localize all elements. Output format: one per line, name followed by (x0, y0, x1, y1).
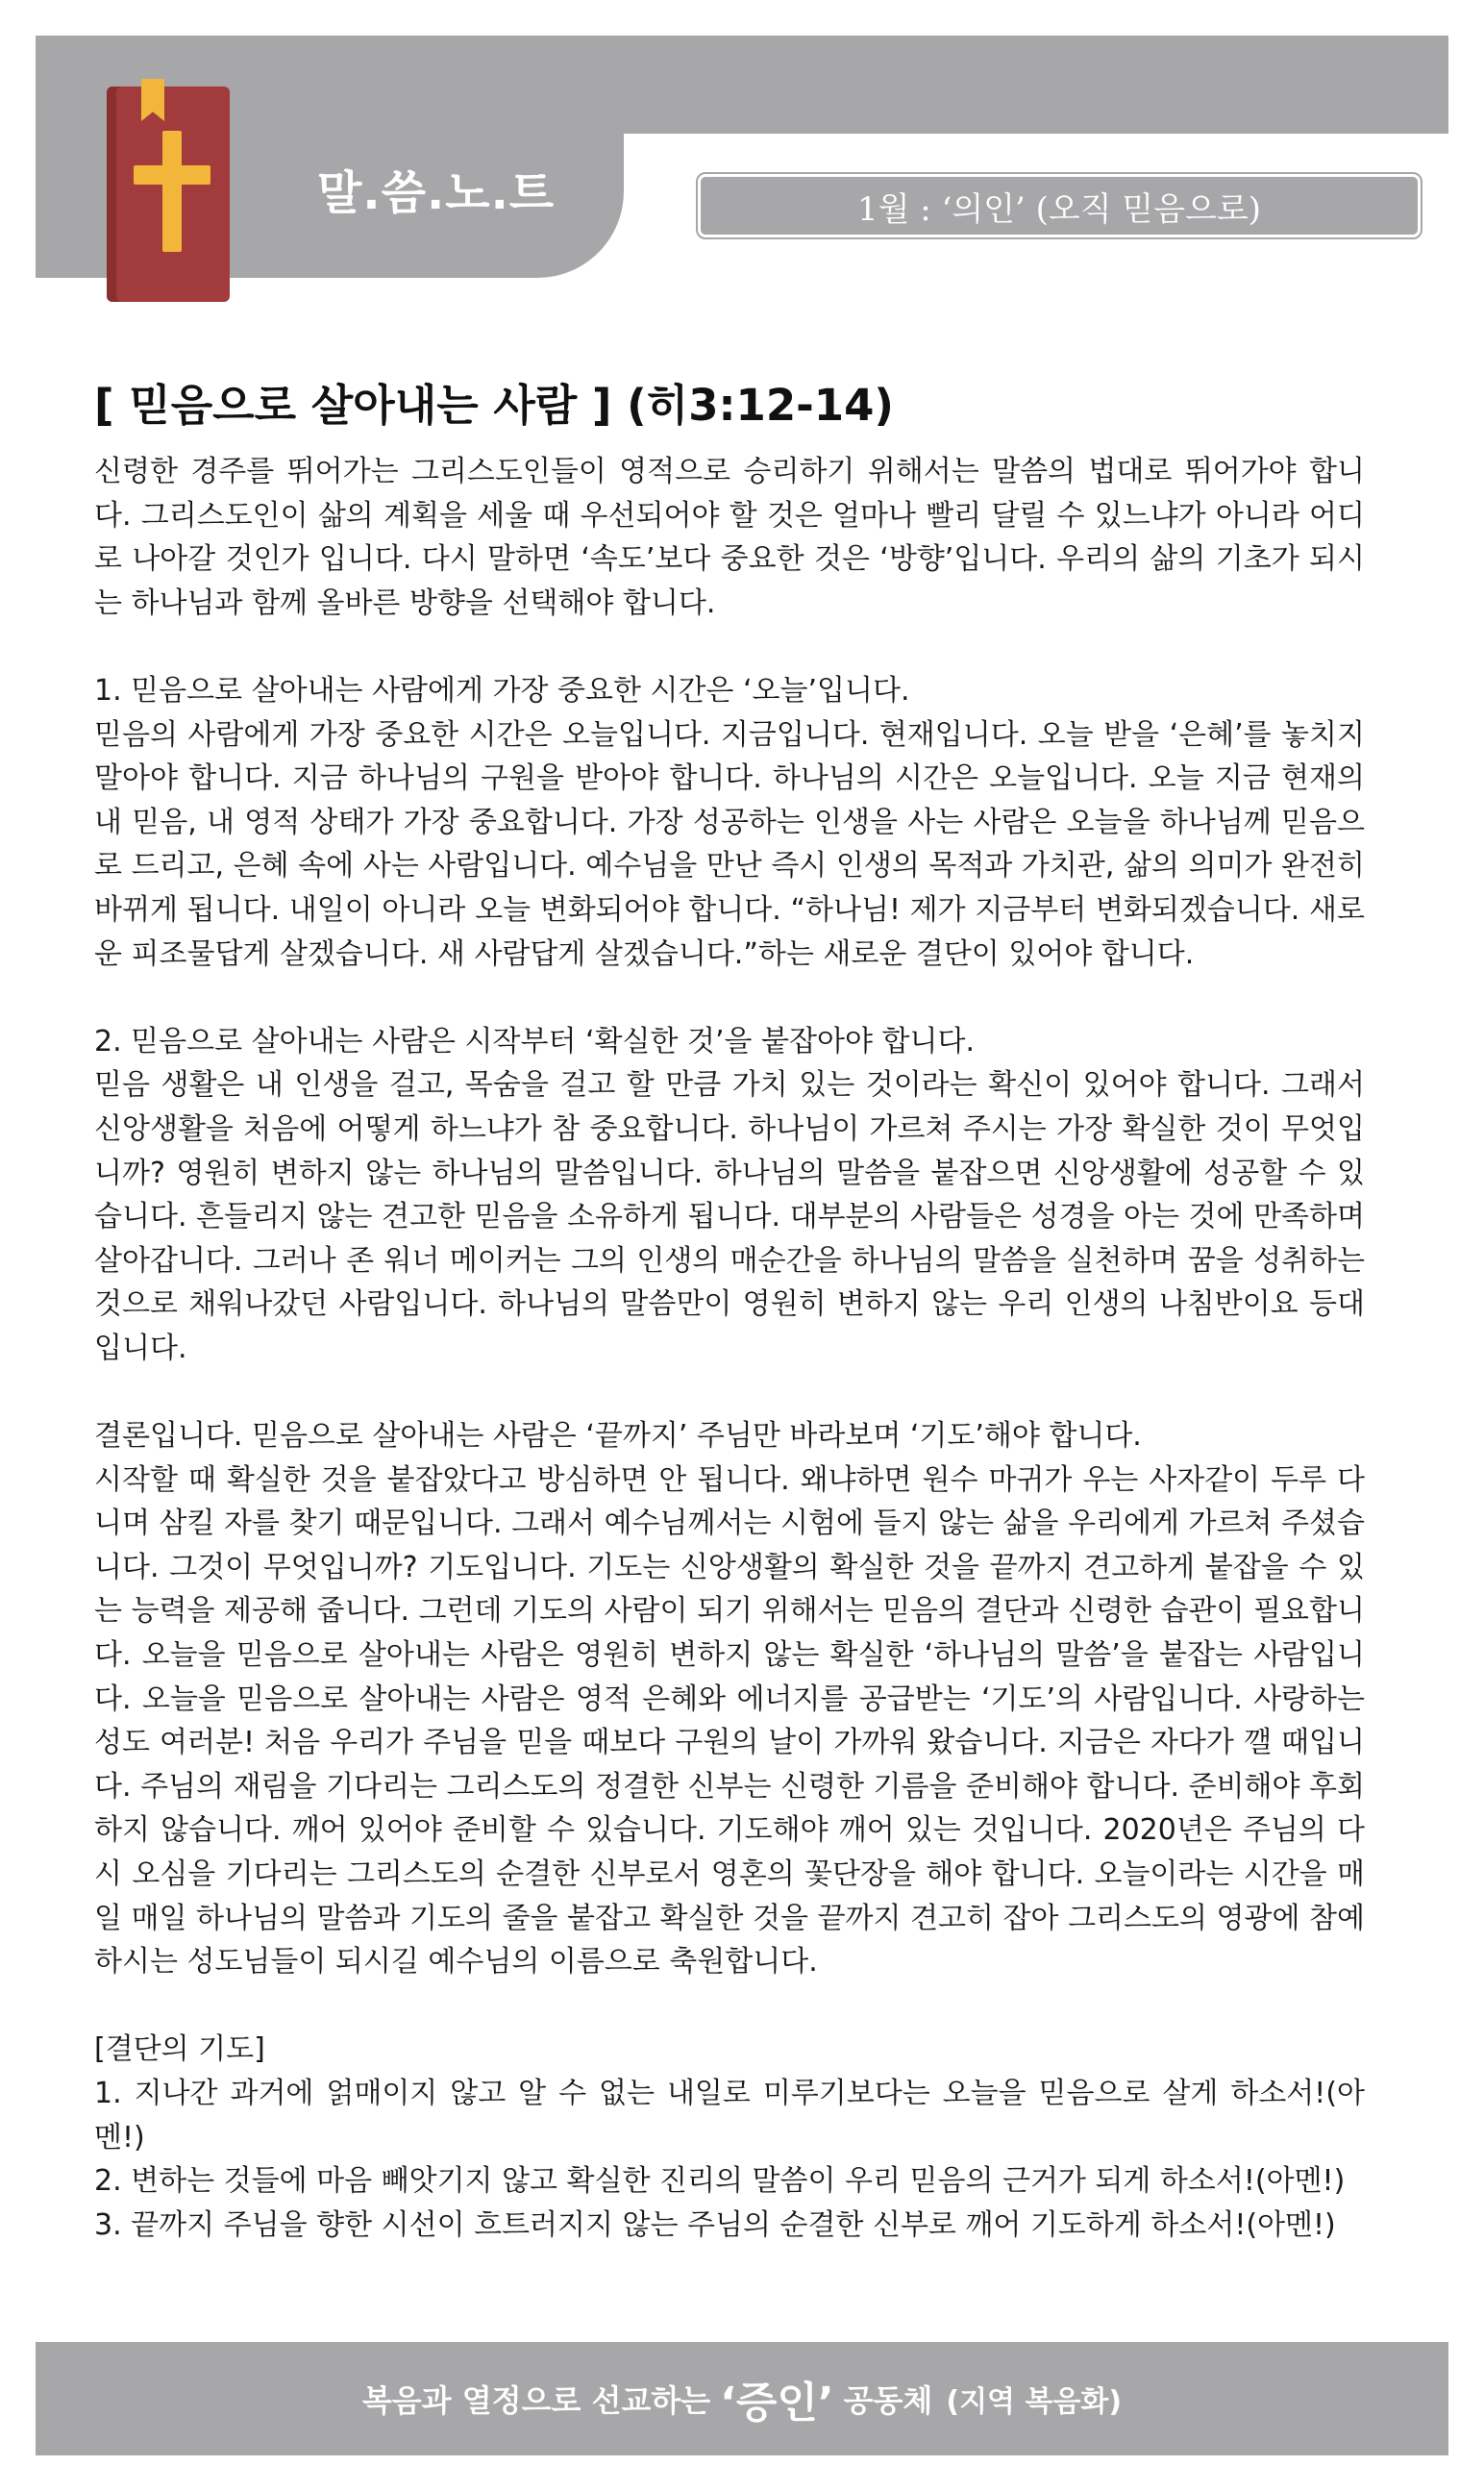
cross-horizontal (134, 165, 210, 185)
point1-body: 믿음의 사람에게 가장 중요한 시간은 오늘입니다. 지금입니다. 현재입니다. 오늘 받을 ‘은혜’를 놓치지 말아야 합니다. 지금 하나님의 구원을 받아야 합니다. 하나님의 시간은 오늘입니다. 오늘 지금 현재의 내 믿음, 내 영적 상태가 가장 중요합니다. 가장 성공하는 인생을 사는 사람은 오늘을 하나님께 믿음으로 드리고, 은혜 속에 사는 사람입니다. 예수님을 만난 즉시 인생의 목적과 가치관, 삶의 의미가 완전히 바뀌게 됩니다. 내일이 아니라 오늘 변화되어야 합니다. “하나님! 제가 지금부터 변화되겠습니다. 새로운 피조물답게 살겠습니다. 새 사람답게 살겠습니다.”하는 새로운 결단이 있어야 합니다. (94, 717, 1365, 971)
point2-heading: 2. 믿음으로 살아내는 사람은 시작부터 ‘확실한 것’을 붙잡아야 합니다. (94, 1024, 975, 1059)
sermon-body (94, 450, 1365, 2247)
sermon-title: [ 믿음으로 살아내는 사람 ] (히3:12-14) (94, 380, 894, 431)
cross-vertical (162, 131, 182, 252)
paragraph-spacer (94, 1370, 1365, 1414)
conclusion-body: 시작할 때 확실한 것을 붙잡았다고 방심하면 안 됩니다. 왜냐하면 원수 마귀가 우는 사자같이 두루 다니며 삼킬 자를 찾기 때문입니다. 그래서 예수님께서는 시험에 들지 않는 삶을 우리에게 가르쳐 주셨습니다. 그것이 무엇입니까? 기도입니다. 기도는 신앙생활의 확실한 것을 끝까지 견고하게 붙잡을 수 있는 능력을 제공해 줍니다. 그런데 기도의 사람이 되기 위해서는 믿음의 결단과 신령한 습관이 필요합니다. 오늘을 믿음으로 살아내는 사람은 영원히 변하지 않는 확실한 ‘하나님의 말씀’을 붙잡는 사람입니다. 오늘을 믿음으로 살아내는 사람은 영적 은혜와 에너지를 공급받는 ‘기도’의 사람입니다. 사랑하는 성도 여러분! 처음 우리가 주님을 믿을 때보다 구원의 날이 가까워 왔습니다. 지금은 자다가 깰 때입니다. 주님의 재림을 기다리는 그리스도의 정결한 신부는 신령한 기름을 준비해야 합니다. 준비해야 후회하지 않습니다. 깨어 있어야 준비할 수 있습니다. 기도해야 깨어 있는 것입니다. 2020년은 주님의 다시 오심을 기다리는 그리스도의 순결한 신부로서 영혼의 꽃단장을 해야 합니다. 오늘이라는 시간을 매일 매일 하나님의 말씀과 기도의 줄을 붙잡고 확실한 것을 끝까지 견고히 잡아 그리스도의 영광에 참예하시는 성도님들이 되시길 예수님의 이름으로 축원합니다. (94, 1462, 1365, 1980)
paragraph-spacer (94, 1984, 1365, 2029)
header-band (36, 36, 1448, 134)
point1-heading: 1. 믿음으로 살아내는 사람에게 가장 중요한 시간은 ‘오늘’입니다. (94, 673, 910, 708)
header-title: 말.씀.노.트 (317, 166, 556, 220)
prayer-item: 3. 끝까지 주님을 향한 시선이 흐트러지지 않는 주님의 순결한 신부로 깨어 기도하게 하소서!(아멘!) (94, 2207, 1336, 2242)
paragraph-spacer (94, 976, 1365, 1020)
footer-text-community: 공동체 (843, 2382, 933, 2419)
bookmark-ribbon (141, 79, 164, 121)
footer-text-mission: 복음과 열정으로 선교하는 (361, 2382, 711, 2419)
prayer-item: 1. 지나간 과거에 얽매이지 않고 알 수 없는 내일로 미루기보다는 오늘을 믿음으로 살게 하소서!(아멘!) (94, 2076, 1365, 2155)
month-theme-label: 1월 : ‘의인’ (오직 믿음으로) (698, 174, 1421, 237)
paragraph-spacer (94, 625, 1365, 669)
point2-body: 믿음 생활은 내 인생을 걸고, 목숨을 걸고 할 만큼 가치 있는 것이라는 확신이 있어야 합니다. 그래서 신앙생활을 처음에 어떻게 하느냐가 참 중요합니다. 하나님이 가르쳐 주시는 가장 확실한 것이 무엇입니까? 영원히 변하지 않는 하나님의 말씀입니다. 하나님의 말씀을 붙잡으면 신앙생활에 성공할 수 있습니다. 흔들리지 않는 견고한 믿음을 소유하게 됩니다. 대부분의 사람들은 성경을 아는 것에 만족하며 살아갑니다. 그러나 존 워너 메이커는 그의 인생의 매순간을 하나님의 말씀을 실천하며 꿈을 성취하는 것으로 채워나갔던 사람입니다. 하나님의 말씀만이 영원히 변하지 않는 우리 인생의 나침반이요 등대입니다. (94, 1068, 1365, 1365)
footer-banner (36, 2342, 1448, 2455)
footer-text-witness: ‘증인’ (720, 2379, 834, 2428)
prayer-heading: [결단의 기도] (94, 2032, 265, 2067)
footer-text-region: (지역 복음화) (946, 2385, 1123, 2419)
conclusion-heading: 결론입니다. 믿음으로 살아내는 사람은 ‘끝까지’ 주님만 바라보며 ‘기도’해야 합니다. (94, 1419, 1142, 1454)
bible-cross-icon (107, 87, 230, 302)
prayer-item: 2. 변하는 것들에 마음 빼앗기지 않고 확실한 진리의 말씀이 우리 믿음의 근거가 되게 하소서!(아멘!) (94, 2164, 1346, 2199)
intro-paragraph: 신령한 경주를 뛰어가는 그리스도인들이 영적으로 승리하기 위해서는 말씀의 법대로 뛰어가야 합니다. 그리스도인이 삶의 계획을 세울 때 우선되어야 할 것은 얼마나 빨리 달릴 수 있느냐가 아니라 어디로 나아갈 것인가 입니다. 다시 말하면 ‘속도’보다 중요한 것은 ‘방향’입니다. 우리의 삶의 기초가 되시는 하나님과 함께 올바른 방향을 선택해야 합니다. (94, 455, 1365, 620)
